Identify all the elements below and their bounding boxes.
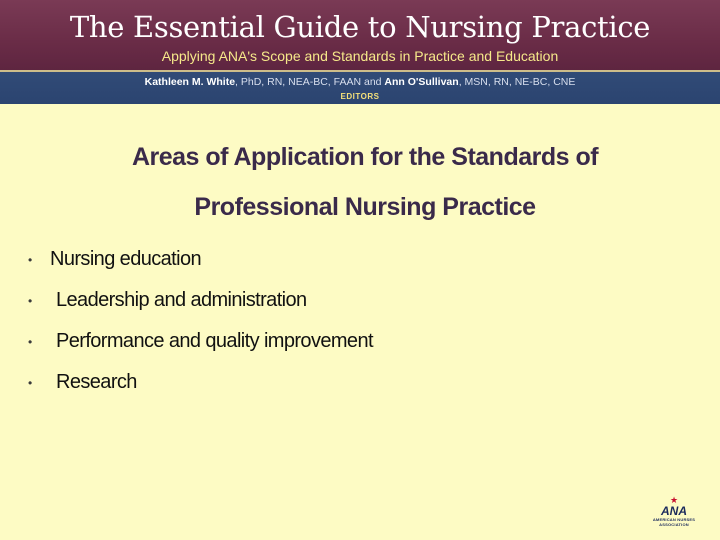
title-band <box>0 0 720 72</box>
book-subtitle: Applying ANA's Scope and Standards in Practice and Education <box>161 48 559 64</box>
author-2-credentials: , MSN, RN, NE-BC, CNE <box>458 76 576 88</box>
bullet-icon: • <box>28 335 32 349</box>
authors-conjunction: and <box>361 76 385 88</box>
bullet-text: Performance and quality improvement <box>56 330 373 352</box>
bullet-icon: • <box>28 294 32 308</box>
bullet-text: Leadership and administration <box>56 289 307 311</box>
list-item <box>28 289 628 330</box>
bullet-text: Research <box>56 371 137 393</box>
slide-title-line-1: Areas of Application for the Standards of <box>131 143 599 171</box>
bullet-icon: • <box>28 376 32 390</box>
author-2-name: Ann O'Sullivan <box>384 76 459 88</box>
author-1-credentials: , PhD, RN, NEA-BC, FAAN <box>235 76 362 88</box>
star-icon: ★ <box>669 495 679 505</box>
book-title: The Essential Guide to Nursing Practice <box>69 10 651 44</box>
authors-line <box>0 76 720 88</box>
list-item <box>28 330 628 371</box>
ana-logo <box>650 496 698 532</box>
bullet-text: Nursing education <box>50 248 202 270</box>
list-item <box>28 248 628 289</box>
bullet-icon: • <box>28 253 32 267</box>
bullet-list <box>28 248 628 412</box>
ana-logo-subtext-1: AMERICAN NURSES <box>652 517 696 522</box>
list-item <box>28 371 628 412</box>
header-banner <box>0 0 720 104</box>
author-1-name: Kathleen M. White <box>144 76 236 88</box>
slide-title-line-2: Professional Nursing Practice <box>194 193 536 221</box>
ana-logo-word: ANA <box>661 504 687 518</box>
ana-logo-subtext-2: ASSOCIATION <box>659 522 689 527</box>
editors-label: EDITORS <box>340 92 380 101</box>
